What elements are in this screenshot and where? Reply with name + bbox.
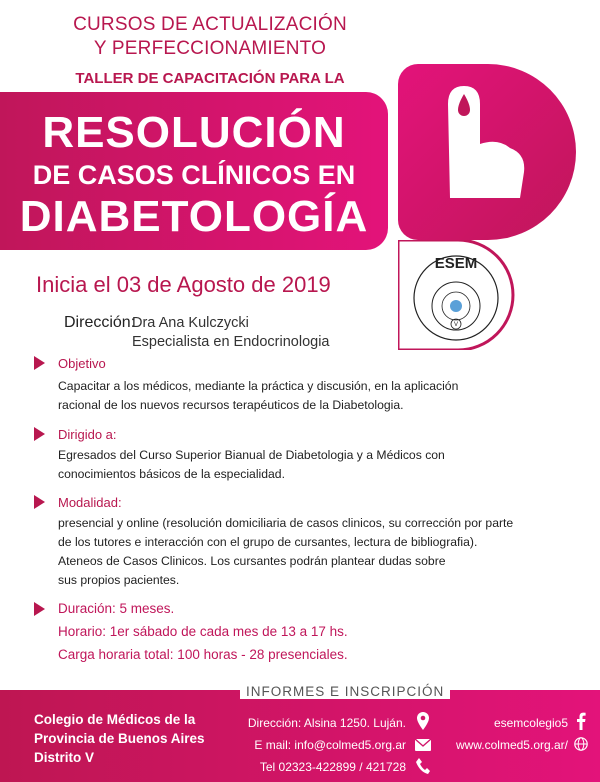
svg-text:ESEM: ESEM bbox=[434, 255, 478, 272]
esem-logo bbox=[398, 240, 518, 350]
facebook-icon[interactable] bbox=[576, 712, 586, 730]
schedule: Horario: 1er sábado de cada mes de 13 a 17 hs. bbox=[58, 624, 348, 639]
bullet-triangle-icon bbox=[34, 495, 45, 509]
footer-email[interactable]: E mail: info@colmed5.org.ar bbox=[254, 738, 406, 752]
globe-icon bbox=[574, 737, 588, 751]
dirigido-line-2: conocimientos básicos de la especialidad. bbox=[58, 467, 285, 481]
envelope-icon bbox=[415, 739, 431, 751]
section-body-objetivo bbox=[58, 377, 538, 415]
bullet-triangle-icon bbox=[34, 602, 45, 616]
footer-organization bbox=[34, 710, 205, 767]
svg-text:V: V bbox=[453, 322, 459, 328]
section-body-modalidad bbox=[58, 514, 588, 590]
modalidad-line-1: presencial y online (resolución domiciliaria de casos clinicos, su corrección por parte bbox=[58, 516, 514, 530]
total-hours: Carga horaria total: 100 horas - 28 presenciales. bbox=[58, 647, 348, 662]
location-pin-icon bbox=[416, 712, 430, 730]
section-title-objetivo: Objetivo bbox=[58, 356, 106, 371]
objetivo-line-1: Capacitar a los médicos, mediante la práctica y discusión, en la aplicación bbox=[58, 379, 459, 393]
objetivo-line-2: racional de los nuevos recursos terapéuticos de la Diabetologia. bbox=[58, 398, 404, 412]
modalidad-line-3: Ateneos de Casos Clinicos. Los cursantes podrán plantear dudas sobre bbox=[58, 554, 446, 568]
duration: Duración: 5 meses. bbox=[58, 601, 175, 616]
modalidad-line-4: sus propios pacientes. bbox=[58, 573, 180, 587]
footer-address: Dirección: Alsina 1250. Luján. bbox=[247, 716, 406, 730]
banner-title-line-2: DE CASOS CLÍNICOS EN bbox=[32, 160, 356, 190]
finger-drop-icon bbox=[398, 64, 578, 244]
bullet-triangle-icon bbox=[34, 356, 45, 370]
org-line-1: Colegio de Médicos de la bbox=[34, 712, 196, 727]
banner-title-line-1: RESOLUCIÓN bbox=[42, 108, 346, 157]
bullet-triangle-icon bbox=[34, 427, 45, 441]
footer-facebook[interactable]: esemcolegio5 bbox=[493, 716, 568, 730]
section-title-modalidad: Modalidad: bbox=[58, 495, 122, 510]
org-line-3: Distrito V bbox=[34, 750, 95, 765]
header-subtitle: TALLER DE CAPACITACIÓN PARA LA bbox=[75, 70, 345, 87]
director-role: Especialista en Endocrinologia bbox=[132, 334, 330, 350]
direction-values bbox=[132, 314, 330, 352]
direction-label: Dirección: bbox=[64, 314, 136, 331]
footer-phone[interactable]: Tel 02323-422899 / 421728 bbox=[259, 760, 406, 774]
header-line-1: CURSOS DE ACTUALIZACIÓN bbox=[73, 14, 347, 35]
org-line-2: Provincia de Buenos Aires bbox=[34, 731, 205, 746]
banner-title-line-3: DIABETOLOGÍA bbox=[19, 192, 369, 241]
dirigido-line-1: Egresados del Curso Superior Bianual de Diabetologia y a Médicos con bbox=[58, 448, 445, 462]
section-title-dirigido: Dirigido a: bbox=[58, 427, 117, 442]
phone-icon bbox=[416, 758, 430, 774]
director-name: Dra Ana Kulczycki bbox=[132, 315, 249, 331]
start-date: Inicia el 03 de Agosto de 2019 bbox=[36, 272, 331, 297]
section-body-dirigido bbox=[58, 446, 538, 484]
footer-title: INFORMES E INSCRIPCIÓN bbox=[240, 684, 450, 699]
modalidad-line-2: de los tutores e interacción con el grupo de cursantes, lectura de bibliografia). bbox=[58, 535, 478, 549]
footer-website[interactable]: www.colmed5.org.ar/ bbox=[455, 738, 568, 752]
header-line-2: Y PERFECCIONAMIENTO bbox=[93, 38, 327, 59]
